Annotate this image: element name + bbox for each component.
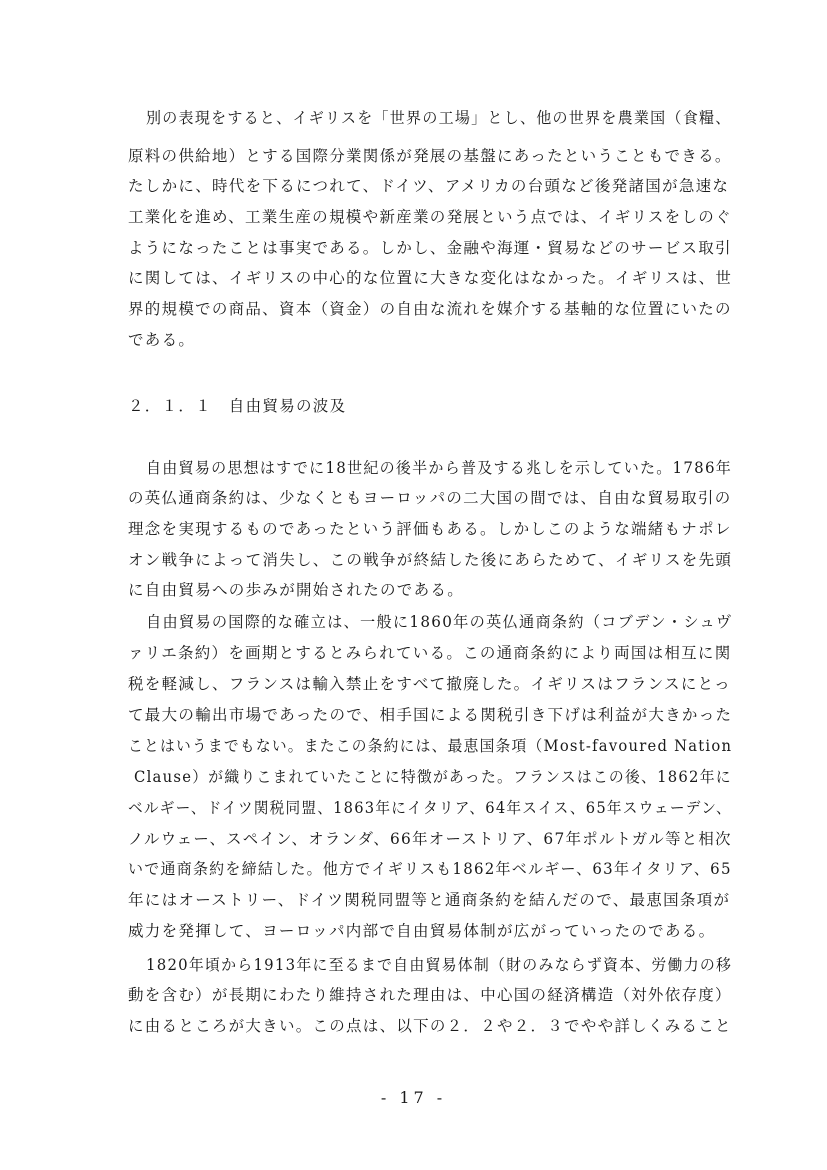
text-line: て最大の輸出市場であったので、相手国による関税引き下げは利益が大きかった (128, 706, 733, 724)
text-line: に関しては、イギリスの中心的な位置に大きな変化はなかった。イギリスは、世 (128, 269, 733, 287)
text-line: 年にはオーストリー、ドイツ関税同盟等と通商条約を結んだので、最恵国条項が (128, 891, 731, 909)
text-line: 理念を実現するものであったという評価もある。しかしこのような端緒もナポレ (128, 520, 732, 538)
text-line: である。 (128, 331, 196, 349)
text-line: ことはいうまでもない。またこの条約には、最恵国条項（Most-favoured Nation (128, 737, 733, 755)
text-line: 界的規模での商品、資本（資金）の自由な流れを媒介する基軸的な位置にいたの (128, 300, 732, 318)
text-line: ベルギー、ドイツ関税同盟、1863年にイタリア、64年スイス、65年スウェーデン、 (128, 799, 732, 817)
text-line: ノルウェー、スペイン、オランダ、66年オーストリア、67年ポルトガル等と相次 (128, 830, 732, 848)
text-line: 動を含む）が長期にわたり維持された理由は、中心国の経済構造（対外依存度） (128, 986, 732, 1004)
text-line: Clause）が織りこまれていたことに特徴があった。フランスはこの後、1862年に (134, 768, 732, 786)
text-line: に由るところが大きい。この点は、以下の２．２や２．３でやや詳しくみること (128, 1017, 732, 1035)
text-line: たしかに、時代を下るにつれて、ドイツ、アメリカの台頭など後発諸国が急速な (128, 177, 730, 195)
text-line: 1820年頃から1913年に至るまで自由貿易体制（財のみならず資本、労働力の移 (146, 956, 733, 974)
text-line: 原料の供給地）とする国際分業関係が発展の基盤にあったということもできる。 (128, 147, 732, 165)
text-line: オン戦争によって消失し、この戦争が終結した後にあらためて、イギリスを先頭 (128, 551, 733, 569)
text-line: ァリエ条約）を画期とするとみられている。この通商条約により両国は相互に関 (128, 644, 732, 662)
page-number: - 17 - (380, 1088, 447, 1107)
text-line: 別の表現をすると、イギリスを「世界の工場」とし、他の世界を農業国（食糧、 (146, 109, 732, 127)
text-line: 自由貿易の国際的な確立は、一般に1860年の英仏通商条約（コブデン・シュヴ (146, 613, 733, 631)
text-line: ようになったことは事実である。しかし、金融や海運・貿易などのサービス取引 (128, 239, 732, 257)
text-line: の英仏通商条約は、少なくともヨーロッパの二大国の間では、自由な貿易取引の (128, 489, 732, 507)
text-line: 工業化を進め、工業生産の規模や新産業の発展という点では、イギリスをしのぐ (128, 208, 732, 226)
text-line: 威力を発揮して、ヨーロッパ内部で自由貿易体制が広がっていったのである。 (128, 922, 716, 940)
text-line: 自由貿易の思想はすでに18世紀の後半から普及する兆しを示していた。1786年 (146, 459, 733, 477)
text-line: いで通商条約を締結した。他方でイギリスも1862年ベルギー、63年イタリア、65 (128, 860, 732, 878)
text-line: に自由貿易への歩みが開始されたのである。 (128, 581, 465, 599)
text-line: 税を軽減し、フランスは輸入禁止をすべて撤廃した。イギリスはフランスにとっ (128, 675, 731, 693)
section-heading: ２．１．１ 自由貿易の波及 (128, 397, 347, 415)
